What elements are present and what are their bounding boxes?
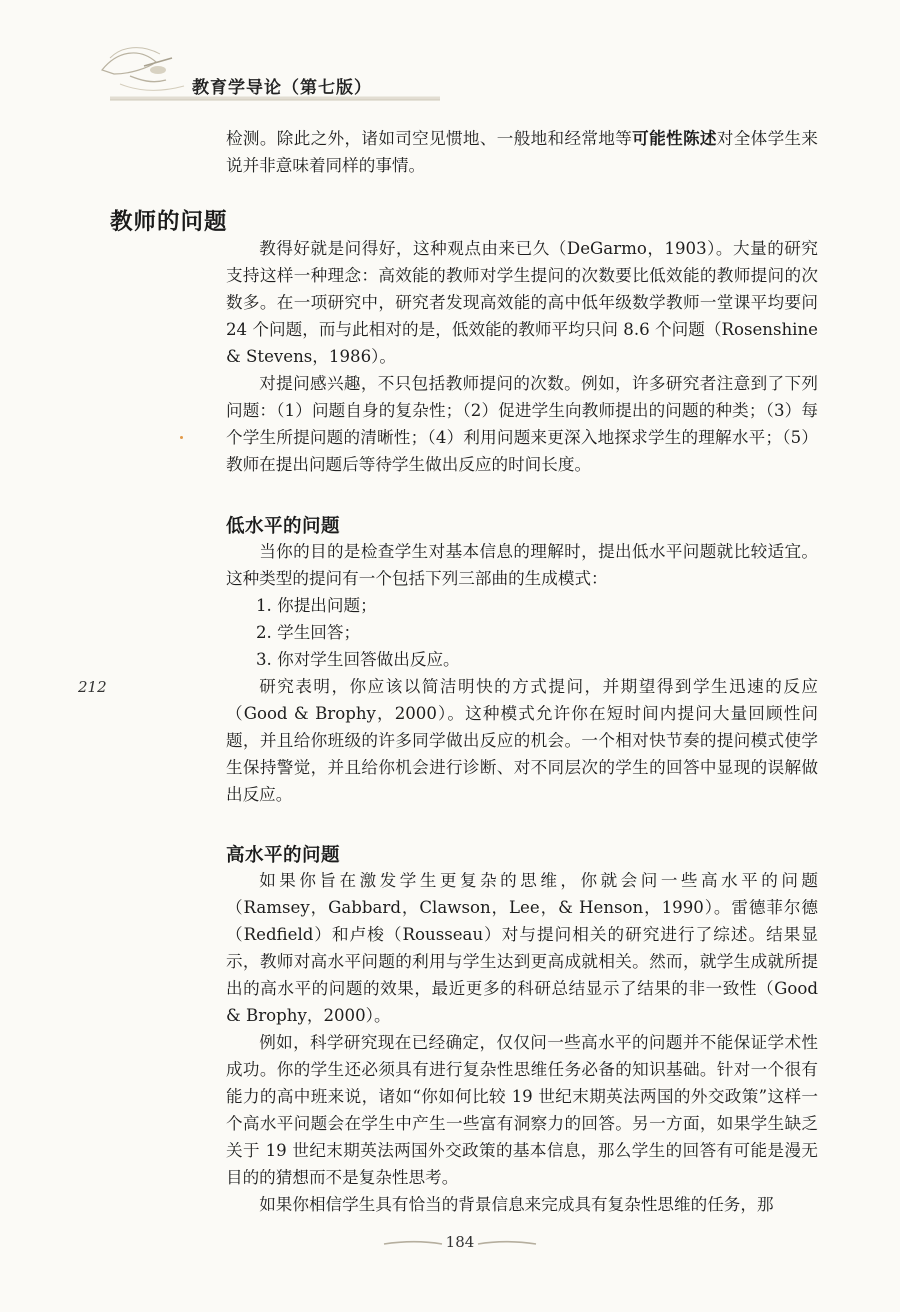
book-title: 教育学导论（第七版） xyxy=(192,78,372,98)
section-low-body xyxy=(226,538,818,808)
paragraph: 如果你相信学生具有恰当的背景信息来完成具有复杂性思维的任务，那 xyxy=(259,1195,774,1214)
paragraph: 教得好就是问得好，这种观点由来已久（DeGarmo，1903）。大量的研究支持这样一种理念：高效能的教师对学生提问的次数要比低效能的教师提问的次数多。在一项研究中，研究者发现高效能的高中低年级数学教师一堂课平均要问 24 个问题，而与此相对的是，低效能的教师平均只问 8.6 个问题（Rosenshine & Stevens，1986）。 xyxy=(226,239,818,366)
intro-paragraph xyxy=(226,125,818,179)
page-footer xyxy=(380,1232,540,1256)
margin-page-number: 212 xyxy=(78,678,107,696)
intro-bold-term: 可能性陈述 xyxy=(632,129,717,148)
paragraph: 例如，科学研究现在已经确定，仅仅问一些高水平的问题并不能保证学术性成功。你的学生还必须具有进行复杂性思维任务必备的知识基础。针对一个很有能力的高中班来说，诸如“你如何比较 19 世纪末期英法两国的外交政策”这样一个高水平问题会在学生中产生一些富有洞察力的回答。另一方面，如果学生缺乏关于 19 世纪末期英法两国外交政策的基本信息，那么学生的回答有可能是漫无目的的猜想而不是复杂性思考。 xyxy=(226,1033,818,1187)
intro-text-post: 对全体学生来说并非意味着同样的事情。 xyxy=(226,129,819,175)
list-item: 3. 你对学生回答做出反应。 xyxy=(256,650,460,669)
section-heading: 教师的问题 xyxy=(110,209,228,235)
paragraph: 如果你旨在激发学生更复杂的思维，你就会问一些高水平的问题（Ramsey，Gabbard，Clawson，Lee，& Henson，1990）。雷德菲尔德（Redfield）和卢梭（Rousseau）对与提问相关的研究进行了综述。结果显示，教师对高水平问题的利用与学生达到更高成就相关。然而，就学生成就所提出的高水平的问题的效果，最近更多的科研总结显示了结果的非一致性（Good & Brophy，2000）。 xyxy=(226,871,818,1025)
subsection-heading-high: 高水平的问题 xyxy=(226,845,341,866)
running-header xyxy=(100,40,460,110)
paragraph: 研究表明，你应该以简洁明快的方式提问，并期望得到学生迅速的反应（Good & Brophy，2000）。这种模式允许你在短时间内提问大量回顾性问题，并且给你班级的许多同学做出反应的机会。一个相对快节奏的提问模式使学生保持警觉，并且给你机会进行诊断、对不同层次的学生的回答中显现的误解做出反应。 xyxy=(226,677,818,804)
paragraph: 对提问感兴趣，不只包括教师提问的次数。例如，许多研究者注意到了下列问题：（1）问题自身的复杂性；（2）促进学生向教师提出的问题的种类；（3）每个学生所提问题的清晰性；（4）利用问题来更深入地探求学生的理解水平；（5）教师在提出问题后等待学生做出反应的时间长度。 xyxy=(226,374,818,474)
steps-list xyxy=(226,592,818,673)
list-item: 1. 你提出问题； xyxy=(256,596,377,615)
page-number: 184 xyxy=(445,1233,475,1251)
subsection-heading-low: 低水平的问题 xyxy=(226,516,341,537)
section-main-body xyxy=(226,235,818,478)
list-item: 2. 学生回答； xyxy=(256,623,361,642)
intro-text-pre: 检测。除此之外，诸如司空见惯地、一般地和经常地等 xyxy=(226,129,633,148)
paragraph: 当你的目的是检查学生对基本信息的理解时，提出低水平问题就比较适宜。这种类型的提问有一个包括下列三部曲的生成模式： xyxy=(226,542,818,588)
section-high-body xyxy=(226,867,818,1218)
speck-decoration xyxy=(180,436,183,439)
